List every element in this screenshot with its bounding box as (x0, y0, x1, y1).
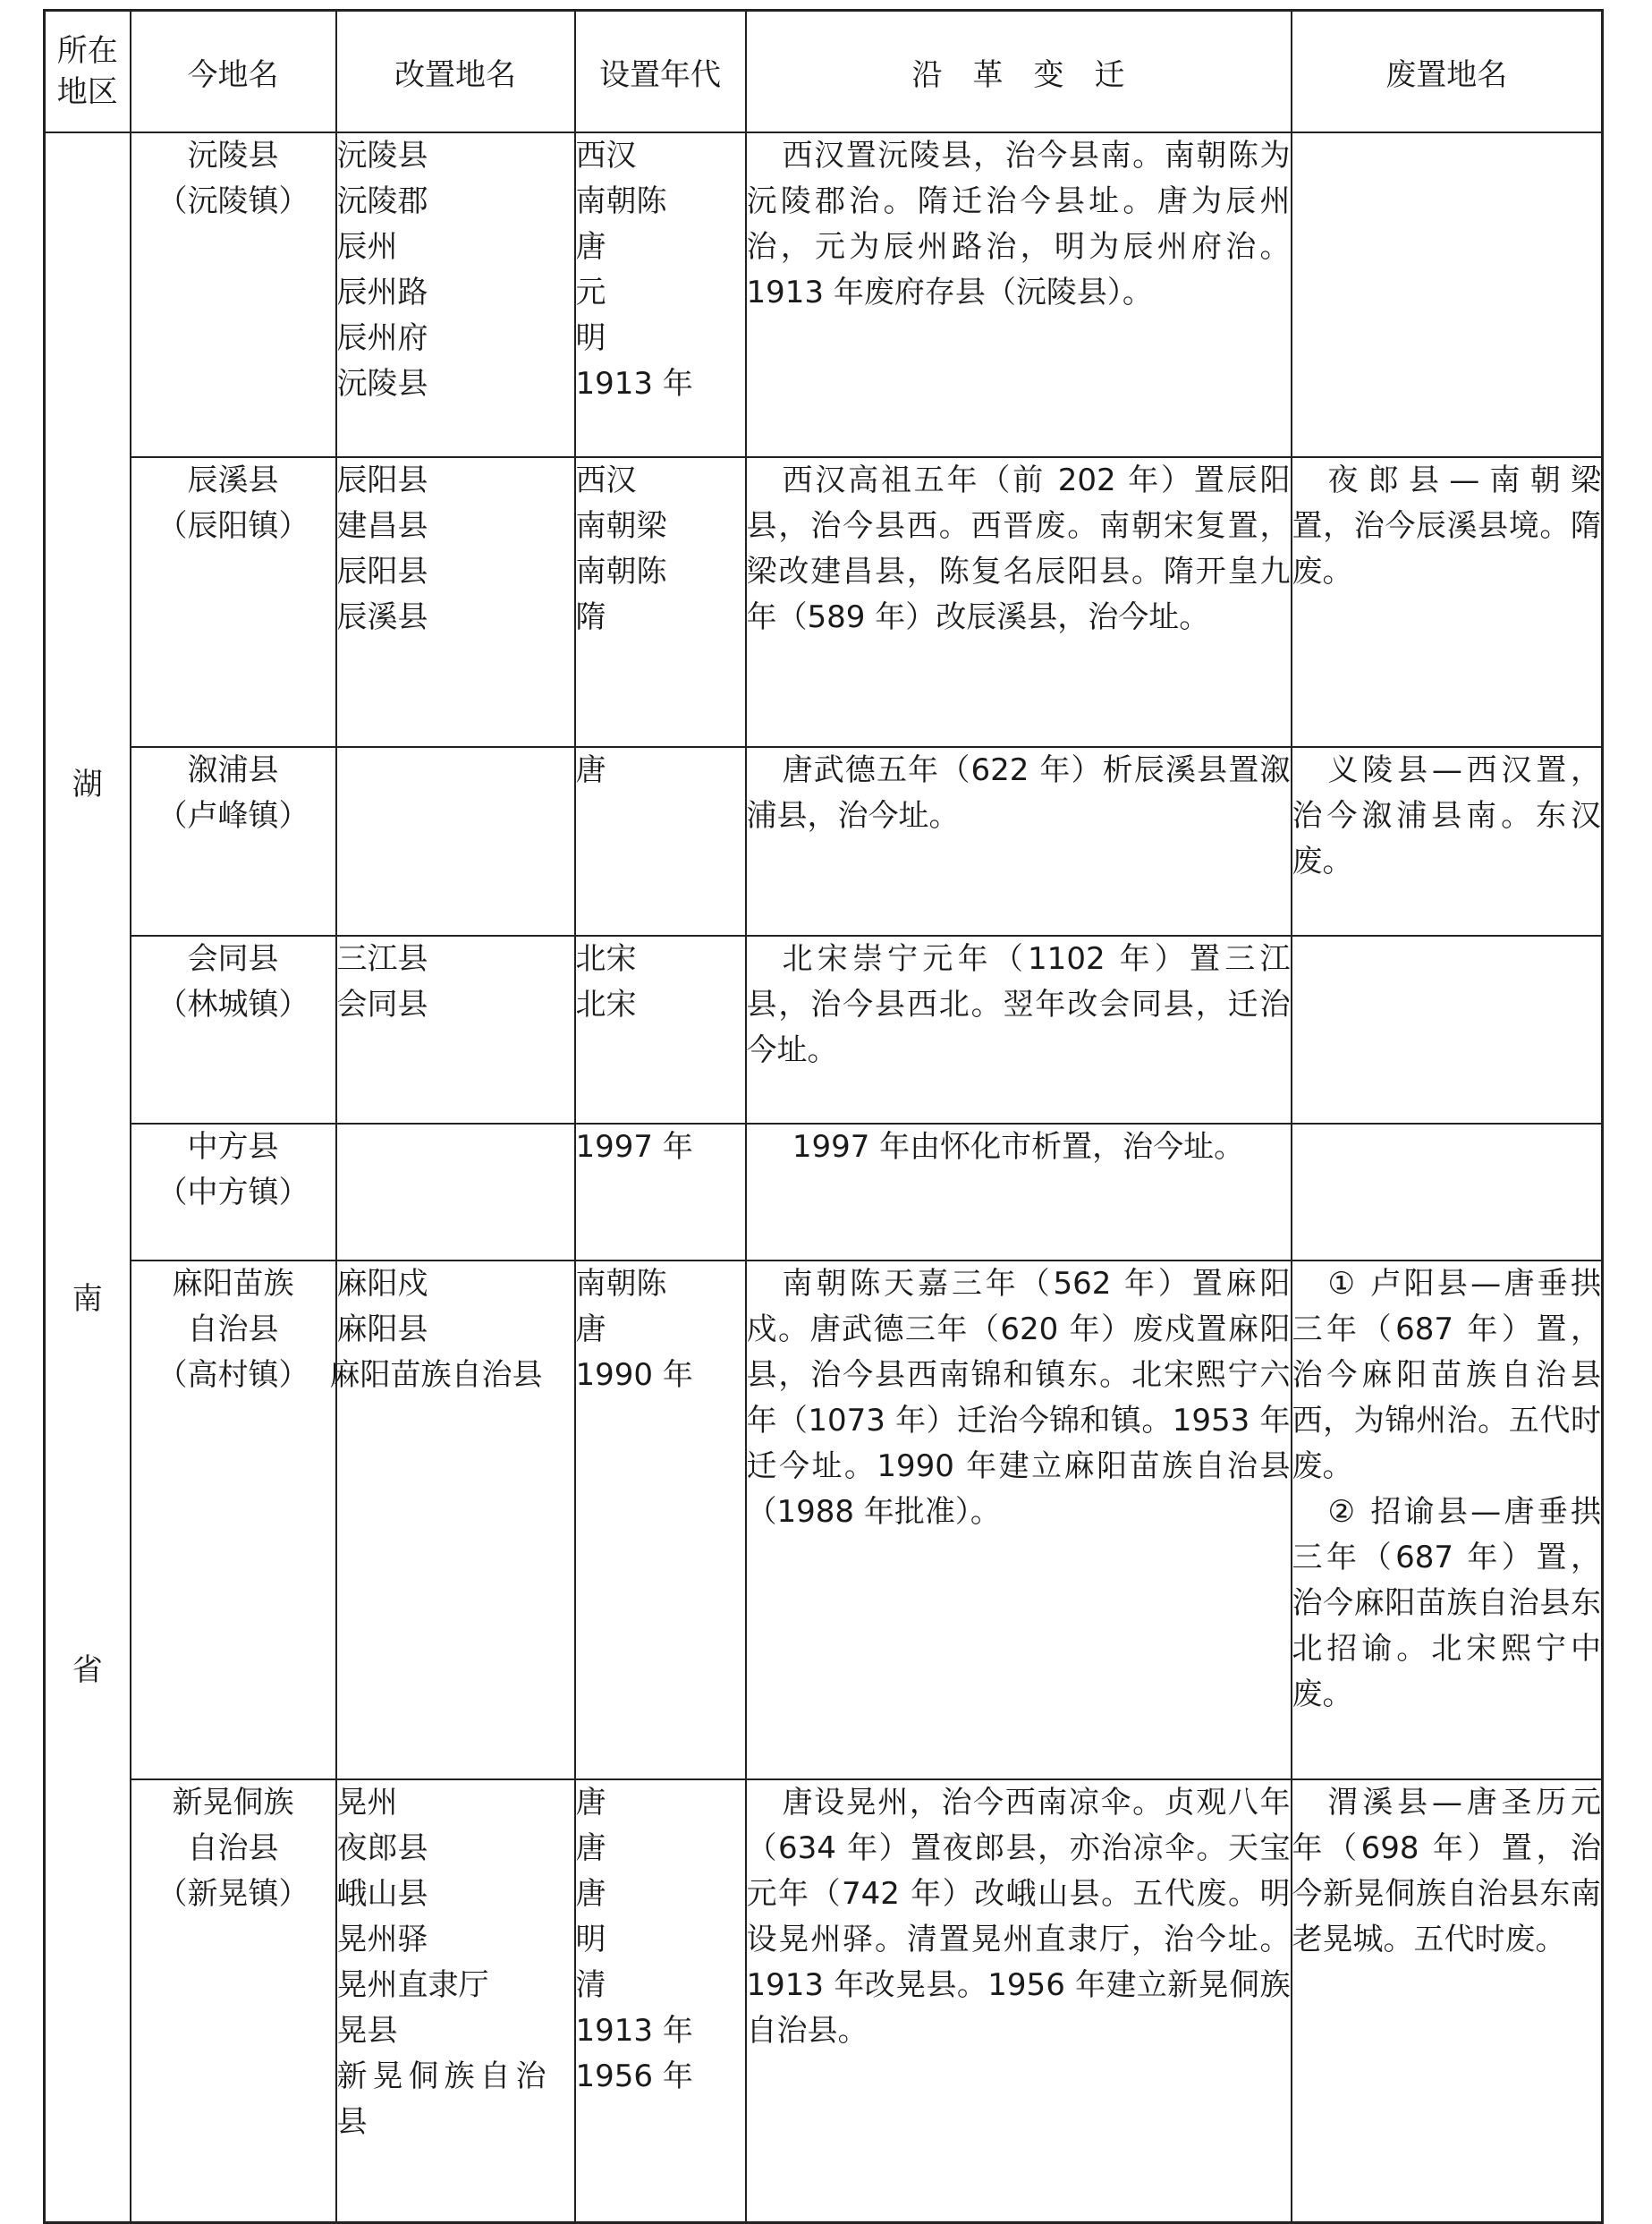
renamed-item: 沅陵县 (336, 138, 428, 174)
county-seat: （新晃镇） (157, 1876, 309, 1912)
renamed-item: 辰州路 (336, 275, 428, 310)
header-row (45, 11, 1603, 133)
era-cell (575, 1261, 746, 1779)
header-region-line1: 所在 (56, 33, 118, 69)
current-name: 新晃侗族 (172, 1785, 294, 1821)
era-item: 南朝陈 (575, 183, 667, 219)
county-seat: （林城镇） (157, 987, 309, 1023)
era-item: 南朝梁 (575, 508, 667, 544)
renamed-item: 峨山县 (336, 1876, 428, 1912)
history-text: 北宋崇宁元年（1102 年）置三江县，治今县西北。翌年改会同县，迁治今址。 (746, 941, 1291, 1068)
current-name: 沅陵县 (187, 138, 279, 174)
renamed-cell (336, 1779, 575, 2222)
county-seat: （卢峰镇） (157, 798, 309, 834)
county-seat: （中方镇） (157, 1175, 309, 1210)
current-name: 会同县 (187, 941, 279, 977)
renamed-item: 沅陵县 (336, 366, 428, 402)
abolished-cell (1292, 936, 1603, 1124)
era-item: 1913 年 (575, 366, 693, 402)
era-item: 唐 (575, 1785, 606, 1821)
history-cell (746, 1779, 1292, 2222)
renamed-cell (336, 1124, 575, 1261)
current-name: 溆浦县 (187, 752, 279, 788)
abolished-cell (1292, 1124, 1603, 1261)
abolished-cell (1292, 457, 1603, 747)
gazetteer-table (43, 9, 1604, 2224)
era-item: 明 (575, 1922, 606, 1957)
region-char-1: 湖 (72, 767, 103, 802)
table-row (45, 936, 1603, 1124)
renamed-item: 辰溪县 (336, 599, 428, 635)
current-name-line2: 自治县 (187, 1311, 279, 1347)
renamed-cell (336, 747, 575, 936)
era-item: 隋 (575, 599, 606, 635)
abolished-entry: ② 招谕县—唐垂拱三年（687 年）置，治今麻阳苗族自治县东北招谕。北宋熙宁中废。 (1292, 1494, 1601, 1712)
header-history: 沿 革 变 迁 (746, 11, 1292, 133)
current-name-cell (131, 1261, 336, 1779)
current-name-cell (131, 132, 336, 457)
renamed-cell (336, 457, 575, 747)
era-cell (575, 1779, 746, 2222)
renamed-item: 新晃侗族自治县 (336, 2058, 552, 2140)
era-item: 唐 (575, 1830, 606, 1866)
history-text: 唐设晃州，治今西南凉伞。贞观八年（634 年）置夜郎县，亦治凉伞。天宝元年（742 年）改峨山县。五代废。明设晃州驿。清置晃州直隶厅，治今址。1913 年改晃县。1956 年建立新晃侗族自治县。 (746, 1785, 1291, 2049)
header-era: 设置年代 (575, 11, 746, 133)
renamed-item: 麻阳县 (336, 1311, 428, 1347)
history-text: 西汉置沅陵县，治今县南。南朝陈为沅陵郡治。隋迁治今县址。唐为辰州治，元为辰州路治，明为辰州府治。1913 年废府存县（沅陵县）。 (746, 138, 1291, 310)
history-cell (746, 1124, 1292, 1261)
current-name-cell (131, 936, 336, 1124)
era-item: 西汉 (575, 138, 637, 174)
era-item: 1990 年 (575, 1357, 693, 1393)
region-cell (45, 132, 131, 2222)
table-row (45, 1124, 1603, 1261)
era-item: 1956 年 (575, 2058, 693, 2094)
era-cell (575, 936, 746, 1124)
abolished-entry: ① 卢阳县—唐垂拱三年（687 年）置，治今麻阳苗族自治县西，为锦州治。五代时废。 (1292, 1266, 1601, 1484)
abolished-cell (1292, 132, 1603, 457)
history-cell (746, 747, 1292, 936)
renamed-item: 晃州驿 (336, 1922, 428, 1957)
table-row (45, 132, 1603, 457)
abolished-cell (1292, 1779, 1603, 2222)
header-region (45, 11, 131, 133)
abolished-entry: 义陵县—西汉置，治今溆浦县南。东汉废。 (1292, 752, 1601, 879)
region-char-3: 省 (72, 1652, 103, 1688)
current-name: 麻阳苗族 (172, 1266, 294, 1302)
history-cell (746, 1261, 1292, 1779)
era-item: 唐 (575, 1876, 606, 1912)
history-text: 西汉高祖五年（前 202 年）置辰阳县，治今县西。西晋废。南朝宋复置，梁改建昌县，陈复名辰阳县。隋开皇九年（589 年）改辰溪县，治今址。 (746, 463, 1291, 635)
renamed-item: 麻阳苗族自治县 (329, 1357, 543, 1393)
current-name: 中方县 (187, 1129, 279, 1165)
current-name-cell (131, 1779, 336, 2222)
table-row (45, 1261, 1603, 1779)
renamed-item: 晃县 (336, 2013, 398, 2049)
era-item: 西汉 (575, 463, 637, 498)
era-item: 北宋 (575, 941, 637, 977)
renamed-item: 辰阳县 (336, 554, 428, 590)
abolished-cell (1292, 747, 1603, 936)
era-item: 南朝陈 (575, 554, 667, 590)
era-item: 唐 (575, 1311, 606, 1347)
header-current-name: 今地名 (131, 11, 336, 133)
current-name-line2: 自治县 (187, 1830, 279, 1866)
era-item: 1913 年 (575, 2013, 693, 2049)
county-seat: （沅陵镇） (157, 183, 309, 219)
era-cell (575, 747, 746, 936)
history-cell (746, 457, 1292, 747)
header-region-line2: 地区 (56, 74, 118, 110)
header-renamed: 改置地名 (336, 11, 575, 133)
region-char-2: 南 (72, 1281, 103, 1317)
renamed-item: 建昌县 (336, 508, 428, 544)
renamed-item: 沅陵郡 (336, 183, 428, 219)
table-row (45, 1779, 1603, 2222)
era-item: 唐 (575, 752, 606, 788)
era-item: 1997 年 (575, 1129, 693, 1165)
renamed-cell (336, 936, 575, 1124)
header-abolished: 废置地名 (1292, 11, 1603, 133)
abolished-cell (1292, 1261, 1603, 1779)
renamed-cell (329, 1261, 575, 1779)
current-name-cell (131, 1124, 336, 1261)
renamed-item: 夜郎县 (336, 1830, 428, 1866)
history-text: 南朝陈天嘉三年（562 年）置麻阳戍。唐武德三年（620 年）废戍置麻阳县，治今县西南锦和镇东。北宋熙宁六年（1073 年）迁治今锦和镇。1953 年迁今址。1990 年建立麻阳苗族自治县（1988 年批准）。 (746, 1266, 1291, 1530)
renamed-item: 晃州直隶厅 (336, 1967, 489, 2003)
history-text: 1997 年由怀化市析置，治今址。 (792, 1129, 1245, 1165)
history-text: 唐武德五年（622 年）析辰溪县置溆浦县，治今址。 (746, 752, 1291, 834)
current-name: 辰溪县 (187, 463, 279, 498)
renamed-item: 辰阳县 (336, 463, 428, 498)
renamed-item: 辰州府 (336, 320, 428, 356)
history-cell (746, 936, 1292, 1124)
county-seat: （辰阳镇） (157, 508, 309, 544)
renamed-cell (336, 132, 575, 457)
era-item: 唐 (575, 229, 606, 265)
table-row (45, 747, 1603, 936)
renamed-item: 三江县 (336, 941, 428, 977)
era-item: 元 (575, 275, 606, 310)
renamed-item: 会同县 (336, 987, 428, 1023)
era-item: 南朝陈 (575, 1266, 667, 1302)
renamed-item: 晃州 (336, 1785, 398, 1821)
era-item: 北宋 (575, 987, 637, 1023)
era-item: 明 (575, 320, 606, 356)
county-seat: （高村镇） (157, 1357, 309, 1393)
current-name-cell (131, 457, 336, 747)
table-row (45, 457, 1603, 747)
era-cell (575, 132, 746, 457)
abolished-entry: 渭溪县—唐圣历元年（698 年）置，治今新晃侗族自治县东南老晃城。五代时废。 (1292, 1785, 1601, 1957)
renamed-item: 辰州 (336, 229, 398, 265)
era-item: 清 (575, 1967, 606, 2003)
history-cell (746, 132, 1292, 457)
era-cell (575, 1124, 746, 1261)
abolished-entry: 夜郎县—南朝梁置，治今辰溪县境。隋废。 (1292, 463, 1601, 590)
current-name-cell (131, 747, 336, 936)
era-cell (575, 457, 746, 747)
renamed-item: 麻阳戍 (336, 1266, 428, 1302)
